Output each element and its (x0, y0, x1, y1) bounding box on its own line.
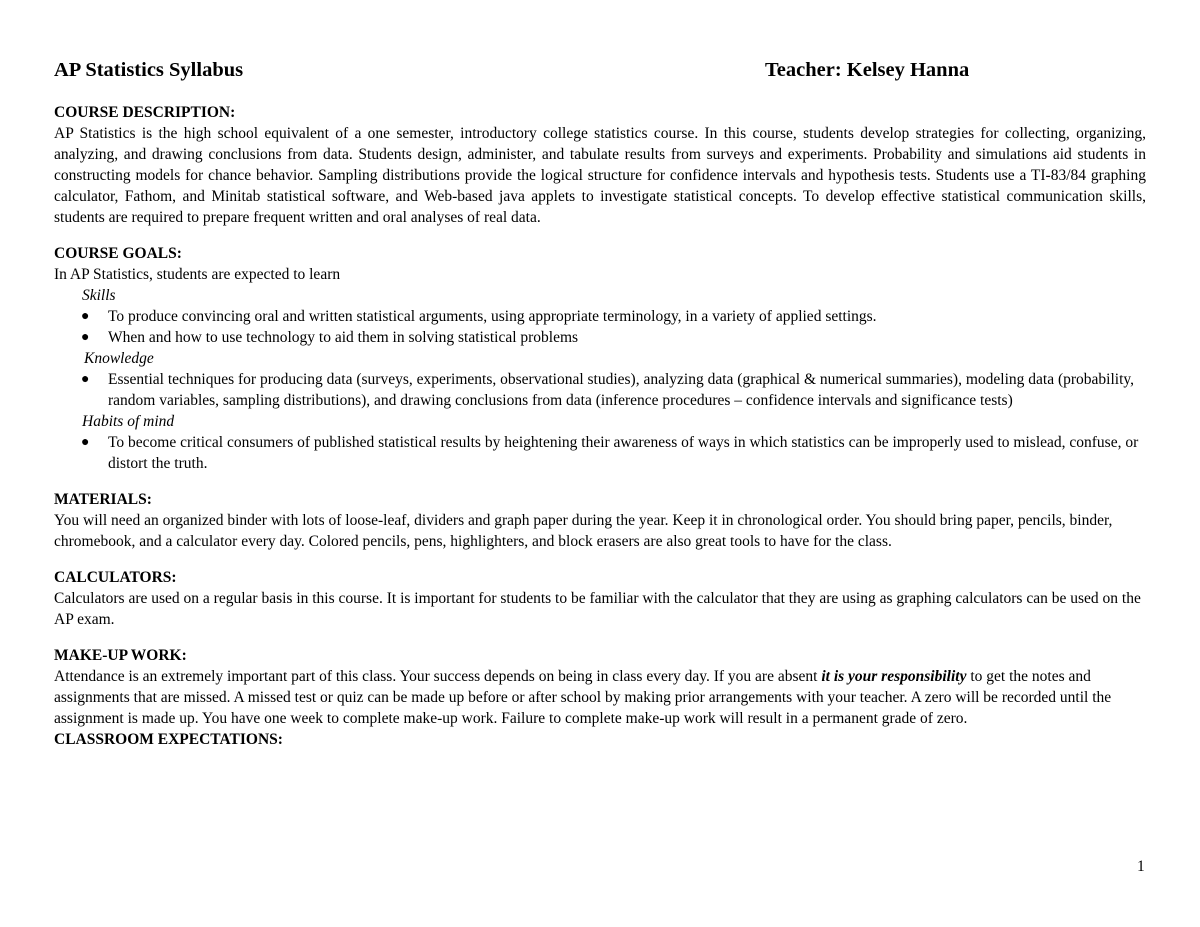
skill-item-text: When and how to use technology to aid them in solving statistical problems (108, 329, 579, 346)
classroom-expectations-heading: CLASSROOM EXPECTATIONS: (54, 731, 283, 748)
makeup-text-after: to get the notes and assignments that are missed. A missed test or quiz can be made up before or after school by making prior arrangements with your teacher. A zero will be recorded until the assignment is made up. You have one week to complete make-up work. Failure to complete make-up work will result in a permanent grade of zero. (54, 668, 1112, 727)
list-item (54, 327, 1146, 348)
makeup-work-text (54, 666, 1146, 729)
bullet-icon: ● (81, 330, 90, 345)
habits-list (54, 432, 1146, 474)
list-item (54, 369, 1146, 411)
calculators-text: Calculators are used on a regular basis in this course. It is important for students to be familiar with the calculator that they are using as graphing calculators can be used on the AP exam. (54, 590, 1141, 628)
makeup-emphasis: it is your responsibility (821, 668, 967, 685)
course-description-text: AP Statistics is the high school equivalent of a one semester, introductory college statistics course. In this course, students develop strategies for collecting, organizing, analyzing, and drawing conclusions from data. Students design, administer, and tabulate results from surveys and experiments. Probability and simulations aid students in constructing models for chance behavior. Sampling distributions provide the logical structure for confidence intervals and hypothesis tests. Students use a TI-83/84 graphing calculator, Fathom, and Minitab statistical software, and Web-based java applets to investigate statistical concepts. To develop effective statistical communication skills, students are required to prepare frequent written and oral analyses of real data. (54, 125, 1146, 226)
makeup-work-section (54, 645, 1146, 729)
makeup-text-before: Attendance is an extremely important part of this class. Your success depends on being in class every day. If you are absent (54, 668, 822, 685)
calculators-section (54, 567, 1146, 630)
knowledge-subheading: Knowledge (84, 350, 154, 367)
classroom-expectations-section (54, 729, 1146, 750)
knowledge-list (54, 369, 1146, 411)
course-description-section (54, 102, 1146, 228)
materials-text: You will need an organized binder with lots of loose-leaf, dividers and graph paper during the year. Keep it in chronological order. You should bring paper, pencils, binder, chromebook, and a calculator every day. Colored pencils, pens, highlighters, and block erasers are also great tools to have for the class. (54, 512, 1113, 550)
title-row (54, 56, 1146, 86)
course-goals-heading: COURSE GOALS: (54, 245, 182, 262)
materials-section (54, 489, 1146, 552)
bullet-icon: ● (81, 372, 90, 387)
skills-list (54, 306, 1146, 348)
skills-subheading: Skills (82, 287, 116, 304)
list-item (54, 306, 1146, 327)
page-number: 1 (1137, 858, 1145, 875)
course-description-heading: COURSE DESCRIPTION: (54, 104, 236, 121)
course-goals-intro: In AP Statistics, students are expected to learn (54, 266, 341, 283)
knowledge-item-text: Essential techniques for producing data (surveys, experiments, observational studies), analyzing data (graphical & numerical summaries), modeling data (probability, random variables, sampling distributions), and drawing conclusions from data (inference procedures – confidence intervals and significance tests) (108, 371, 1134, 409)
document-title: AP Statistics Syllabus (54, 59, 244, 81)
bullet-icon: ● (81, 435, 90, 450)
calculators-heading: CALCULATORS: (54, 569, 177, 586)
skill-item-text: To produce convincing oral and written statistical arguments, using appropriate terminology, in a variety of applied settings. (108, 308, 877, 325)
habits-item-text: To become critical consumers of published statistical results by heightening their awareness of ways in which statistics can be improperly used to mislead, confuse, or distort the truth. (108, 434, 1139, 472)
habits-subheading: Habits of mind (82, 413, 175, 430)
course-goals-section (54, 243, 1146, 474)
materials-heading: MATERIALS: (54, 491, 152, 508)
list-item (54, 432, 1146, 474)
bullet-icon: ● (81, 309, 90, 324)
makeup-work-heading: MAKE-UP WORK: (54, 647, 187, 664)
teacher-name: Teacher: Kelsey Hanna (765, 59, 970, 81)
syllabus-page (54, 56, 1146, 750)
